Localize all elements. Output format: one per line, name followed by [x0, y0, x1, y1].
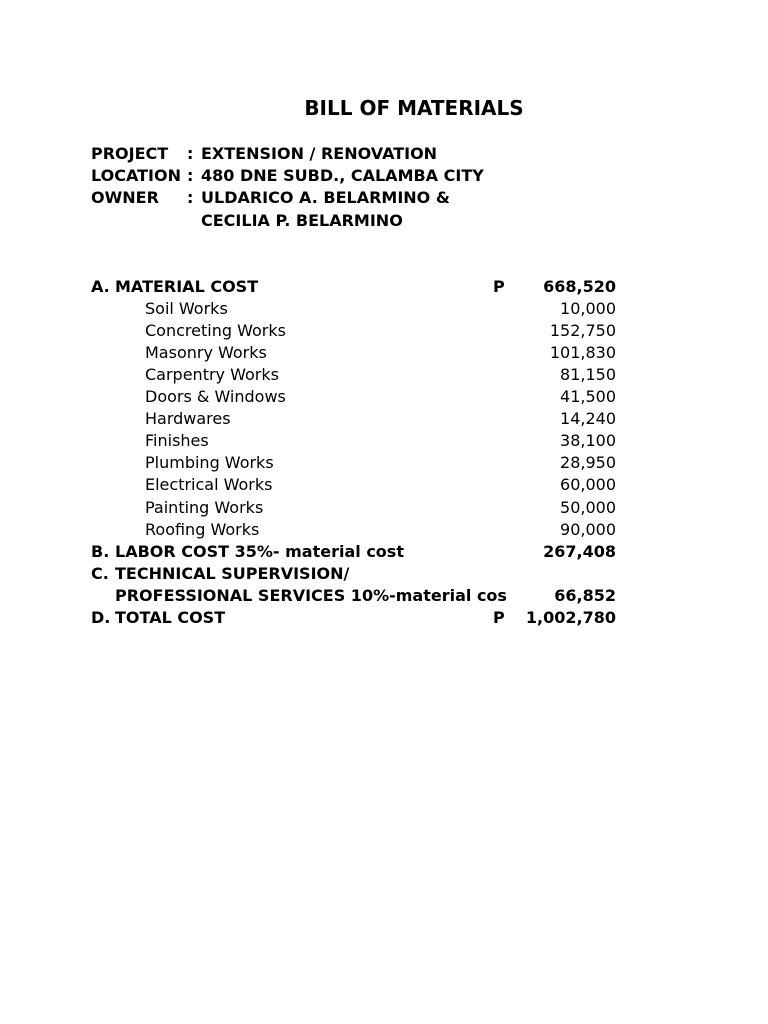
total-prefix: D.: [91, 608, 111, 627]
owner-value-line1: ULDARICO A. BELARMINO &: [201, 188, 450, 207]
material-item-name: Doors & Windows: [145, 387, 286, 406]
material-item-name: Masonry Works: [145, 343, 267, 362]
location-colon: :: [187, 166, 194, 185]
material-item-name: Soil Works: [145, 299, 228, 318]
owner-label: OWNER: [91, 188, 159, 207]
total-currency: P: [493, 608, 505, 627]
technical-amount: 66,852: [554, 586, 616, 605]
material-item-amount: 14,240: [560, 409, 616, 428]
technical-prefix: C.: [91, 564, 109, 583]
material-item-name: Concreting Works: [145, 321, 286, 340]
labor-label: LABOR COST 35%- material cost: [115, 542, 404, 561]
location-label: LOCATION: [91, 166, 181, 185]
material-prefix: A.: [91, 277, 110, 296]
material-item-amount: 38,100: [560, 431, 616, 450]
material-label: MATERIAL COST: [115, 277, 259, 296]
technical-label-line2: PROFESSIONAL SERVICES 10%-material cos: [115, 586, 507, 605]
location-value: 480 DNE SUBD., CALAMBA CITY: [201, 166, 484, 185]
owner-colon: :: [187, 188, 194, 207]
material-item-amount: 152,750: [549, 321, 616, 340]
total-label: TOTAL COST: [115, 608, 226, 627]
material-item-amount: 10,000: [560, 299, 616, 318]
material-item-amount: 101,830: [549, 343, 616, 362]
project-colon: :: [187, 144, 194, 163]
material-item-amount: 41,500: [560, 387, 616, 406]
material-currency: P: [493, 277, 505, 296]
material-item-amount: 81,150: [560, 365, 616, 384]
owner-value-line2: CECILIA P. BELARMINO: [201, 211, 403, 230]
project-label: PROJECT: [91, 144, 169, 163]
technical-label-line1: TECHNICAL SUPERVISION/: [115, 564, 350, 583]
material-item-name: Painting Works: [145, 498, 264, 517]
material-item-name: Plumbing Works: [145, 453, 274, 472]
labor-amount: 267,408: [543, 542, 616, 561]
material-item-amount: 28,950: [560, 453, 616, 472]
material-item-name: Roofing Works: [145, 520, 260, 539]
total-amount: 1,002,780: [525, 608, 616, 627]
material-item-amount: 50,000: [560, 498, 616, 517]
material-item-amount: 60,000: [560, 475, 616, 494]
material-total: 668,520: [543, 277, 616, 296]
project-value: EXTENSION / RENOVATION: [201, 144, 438, 163]
material-item-name: Finishes: [145, 431, 209, 450]
material-item-name: Electrical Works: [145, 475, 273, 494]
material-item-amount: 90,000: [560, 520, 616, 539]
material-item-name: Carpentry Works: [145, 365, 279, 384]
labor-prefix: B.: [91, 542, 110, 561]
material-item-name: Hardwares: [145, 409, 231, 428]
page-title: BILL OF MATERIALS: [304, 96, 524, 120]
